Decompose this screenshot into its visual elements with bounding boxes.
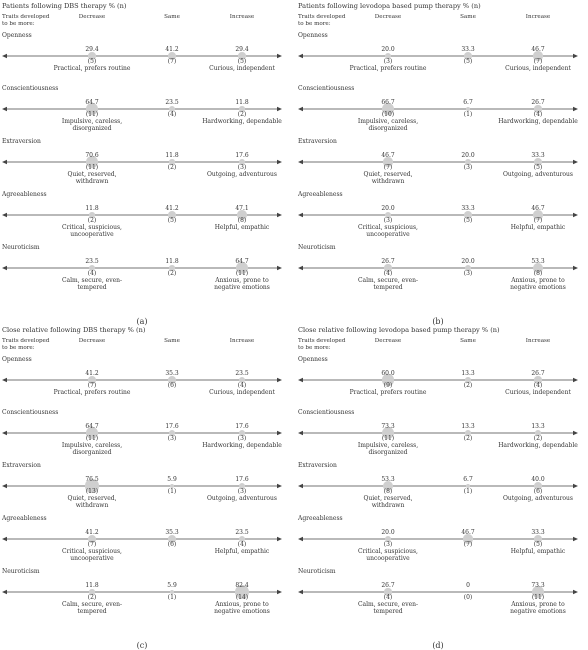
decrease-count: (4) [383, 270, 393, 277]
decrease-count: (5) [87, 58, 97, 65]
panel-c [2, 326, 290, 650]
increase-count: (5) [237, 58, 247, 65]
same-percent: 11.8 [165, 152, 179, 159]
decrease-percent: 70.6 [85, 152, 99, 159]
decrease-count: (11) [85, 111, 99, 118]
decrease-count: (3) [383, 58, 393, 65]
decrease-description: Practical, prefers routine [349, 65, 427, 72]
increase-count: (4) [533, 382, 543, 389]
increase-description: Anxious, prone to negative emotions [214, 277, 270, 291]
decrease-description: Practical, prefers routine [53, 65, 131, 72]
increase-count: (2) [533, 435, 543, 442]
increase-count: (3) [237, 435, 247, 442]
same-percent: 6.7 [463, 99, 473, 106]
increase-count: (5) [533, 541, 543, 548]
same-percent: 0 [466, 582, 470, 589]
increase-description: Curious, independent [209, 389, 275, 396]
trait-row-conscientiousness [2, 409, 282, 469]
increase-count: (3) [237, 488, 247, 495]
increase-percent: 82.4 [235, 582, 249, 589]
decrease-percent: 73.3 [381, 423, 395, 430]
increase-description: Helpful, empathic [214, 224, 270, 231]
same-percent: 41.2 [165, 205, 179, 212]
decrease-description: Critical, suspicious, uncooperative [62, 548, 122, 562]
same-count: (3) [463, 270, 473, 277]
trait-name: Openness [298, 32, 328, 39]
increase-count: (8) [237, 217, 247, 224]
trait-name: Conscientiousness [2, 85, 59, 92]
same-count: (1) [167, 594, 177, 601]
decrease-count: (4) [87, 270, 97, 277]
same-percent: 13.3 [461, 423, 475, 430]
decrease-description: Quiet, reserved, withdrawn [363, 495, 413, 509]
increase-description: Curious, independent [209, 65, 275, 72]
trait-name: Extraversion [298, 462, 337, 469]
increase-description: Anxious, prone to negative emotions [510, 277, 566, 291]
decrease-description: Practical, prefers routine [53, 389, 131, 396]
trait-row-neuroticism [298, 244, 578, 304]
trait-row-neuroticism [298, 568, 578, 628]
decrease-count: (4) [383, 594, 393, 601]
trait-name: Agreeableness [298, 191, 343, 198]
decrease-description: Practical, prefers routine [349, 389, 427, 396]
same-count: (1) [463, 488, 473, 495]
increase-count: (7) [533, 217, 543, 224]
same-count: (2) [167, 164, 177, 171]
increase-percent: 11.8 [235, 99, 249, 106]
decrease-description: Impulsive, careless, disorganized [357, 118, 419, 132]
trait-row-agreeableness [298, 515, 578, 575]
decrease-count: (13) [85, 488, 99, 495]
decrease-description: Calm, secure, even-tempered [357, 277, 419, 291]
decrease-description: Quiet, reserved, withdrawn [67, 495, 117, 509]
increase-percent: 64.7 [235, 258, 249, 265]
increase-percent: 23.5 [235, 529, 249, 536]
trait-name: Extraversion [2, 462, 41, 469]
same-percent: 11.8 [165, 258, 179, 265]
trait-row-conscientiousness [2, 85, 282, 145]
column-header-decrease: Decrease [374, 14, 402, 20]
increase-percent: 40.0 [531, 476, 545, 483]
decrease-count: (7) [87, 541, 97, 548]
decrease-count: (11) [381, 435, 395, 442]
decrease-percent: 53.3 [381, 476, 395, 483]
trait-row-openness [2, 32, 282, 92]
column-header-same: Same [164, 338, 180, 344]
increase-description: Curious, independent [505, 65, 571, 72]
trait-row-neuroticism [2, 568, 282, 628]
decrease-count: (3) [383, 541, 393, 548]
same-percent: 6.7 [463, 476, 473, 483]
panel-title: Close relative following DBS therapy % (n) [2, 326, 146, 334]
trait-name: Extraversion [2, 138, 41, 145]
increase-percent: 47.1 [235, 205, 249, 212]
panel-d [298, 326, 586, 650]
same-count: (7) [167, 58, 177, 65]
decrease-description: Impulsive, careless, disorganized [357, 442, 419, 456]
trait-row-openness [2, 356, 282, 416]
increase-count: (11) [531, 594, 545, 601]
decrease-count: (11) [85, 435, 99, 442]
increase-count: (4) [237, 541, 247, 548]
decrease-percent: 41.2 [85, 370, 99, 377]
increase-description: Hardworking, dependable [498, 118, 578, 125]
decrease-count: (10) [381, 111, 395, 118]
increase-percent: 46.7 [531, 205, 545, 212]
trait-row-extraversion [298, 138, 578, 198]
decrease-percent: 64.7 [85, 99, 99, 106]
increase-description: Helpful, empathic [214, 548, 270, 555]
decrease-percent: 26.7 [381, 258, 395, 265]
decrease-count: (2) [87, 594, 97, 601]
increase-percent: 26.7 [531, 99, 545, 106]
increase-count: (11) [235, 270, 249, 277]
decrease-percent: 41.2 [85, 529, 99, 536]
trait-name: Agreeableness [2, 515, 47, 522]
panel-caption: (b) [432, 317, 444, 326]
decrease-percent: 20.0 [381, 46, 395, 53]
decrease-percent: 46.7 [381, 152, 395, 159]
decrease-percent: 23.5 [85, 258, 99, 265]
increase-count: (6) [533, 488, 543, 495]
increase-count: (8) [533, 270, 543, 277]
decrease-percent: 76.5 [85, 476, 99, 483]
column-header-same: Same [460, 14, 476, 20]
trait-row-extraversion [2, 138, 282, 198]
trait-row-agreeableness [2, 515, 282, 575]
decrease-description: Critical, suspicious, uncooperative [358, 224, 418, 238]
same-percent: 13.3 [461, 370, 475, 377]
decrease-percent: 66.7 [381, 99, 395, 106]
decrease-percent: 11.8 [85, 582, 99, 589]
increase-percent: 17.6 [235, 423, 249, 430]
same-count: (2) [463, 382, 473, 389]
panel-a [2, 2, 290, 326]
column-header-increase: Increase [525, 14, 551, 20]
increase-percent: 46.7 [531, 46, 545, 53]
decrease-description: Calm, secure, even-tempered [61, 601, 123, 615]
panel-caption: (a) [136, 317, 148, 326]
trait-name: Extraversion [298, 138, 337, 145]
same-percent: 33.3 [461, 46, 475, 53]
same-count: (4) [167, 111, 177, 118]
decrease-description: Quiet, reserved, withdrawn [67, 171, 117, 185]
increase-count: (5) [533, 164, 543, 171]
increase-description: Helpful, empathic [510, 548, 566, 555]
panel-title: Close relative following levodopa based pump therapy % (n) [298, 326, 500, 334]
same-count: (7) [463, 541, 473, 548]
increase-description: Hardworking, dependable [498, 442, 578, 449]
column-header-increase: Increase [525, 338, 551, 344]
trait-name: Openness [2, 32, 32, 39]
panel-title: Patients following DBS therapy % (n) [2, 2, 127, 10]
column-header-decrease: Decrease [78, 338, 106, 344]
trait-name: Openness [2, 356, 32, 363]
panel-title: Patients following levodopa based pump therapy % (n) [298, 2, 481, 10]
decrease-count: (8) [383, 488, 393, 495]
decrease-percent: 26.7 [381, 582, 395, 589]
increase-description: Hardworking, dependable [202, 442, 282, 449]
column-header-same: Same [460, 338, 476, 344]
same-count: (3) [463, 164, 473, 171]
increase-count: (14) [235, 594, 249, 601]
column-header-traits: Traits developed to be more: [298, 338, 346, 351]
panel-caption: (c) [136, 641, 148, 650]
trait-row-openness [298, 356, 578, 416]
increase-description: Anxious, prone to negative emotions [214, 601, 270, 615]
same-count: (5) [463, 217, 473, 224]
same-percent: 35.3 [165, 370, 179, 377]
same-percent: 17.6 [165, 423, 179, 430]
same-count: (5) [463, 58, 473, 65]
column-header-traits: Traits developed to be more: [2, 14, 50, 27]
decrease-percent: 60.0 [381, 370, 395, 377]
same-percent: 20.0 [461, 258, 475, 265]
decrease-count: (3) [383, 217, 393, 224]
decrease-count: (9) [383, 382, 393, 389]
same-count: (1) [463, 111, 473, 118]
trait-row-agreeableness [2, 191, 282, 251]
decrease-count: (7) [383, 164, 393, 171]
column-header-traits: Traits developed to be more: [2, 338, 50, 351]
same-percent: 41.2 [165, 46, 179, 53]
decrease-description: Critical, suspicious, uncooperative [358, 548, 418, 562]
column-header-increase: Increase [229, 338, 255, 344]
decrease-description: Impulsive, careless, disorganized [61, 442, 123, 456]
decrease-percent: 11.8 [85, 205, 99, 212]
decrease-description: Calm, secure, even-tempered [61, 277, 123, 291]
increase-description: Hardworking, dependable [202, 118, 282, 125]
increase-description: Outgoing, adventurous [206, 171, 277, 178]
decrease-count: (11) [85, 164, 99, 171]
same-percent: 46.7 [461, 529, 475, 536]
trait-name: Conscientiousness [2, 409, 59, 416]
increase-percent: 26.7 [531, 370, 545, 377]
increase-percent: 17.6 [235, 476, 249, 483]
increase-percent: 17.6 [235, 152, 249, 159]
panel-caption: (d) [432, 641, 444, 650]
trait-row-conscientiousness [298, 85, 578, 145]
trait-name: Neuroticism [2, 244, 40, 251]
trait-row-agreeableness [298, 191, 578, 251]
trait-row-extraversion [2, 462, 282, 522]
increase-count: (3) [237, 164, 247, 171]
decrease-percent: 20.0 [381, 205, 395, 212]
trait-name: Agreeableness [2, 191, 47, 198]
trait-row-extraversion [298, 462, 578, 522]
increase-percent: 23.5 [235, 370, 249, 377]
column-header-decrease: Decrease [374, 338, 402, 344]
increase-count: (2) [237, 111, 247, 118]
column-header-increase: Increase [229, 14, 255, 20]
same-count: (0) [463, 594, 473, 601]
decrease-percent: 20.0 [381, 529, 395, 536]
decrease-description: Calm, secure, even-tempered [357, 601, 419, 615]
same-count: (5) [167, 217, 177, 224]
trait-row-conscientiousness [298, 409, 578, 469]
increase-percent: 33.3 [531, 529, 545, 536]
trait-row-neuroticism [2, 244, 282, 304]
same-count: (6) [167, 382, 177, 389]
column-header-traits: Traits developed to be more: [298, 14, 346, 27]
decrease-percent: 29.4 [85, 46, 99, 53]
same-percent: 35.3 [165, 529, 179, 536]
decrease-description: Quiet, reserved, withdrawn [363, 171, 413, 185]
increase-count: (4) [237, 382, 247, 389]
increase-description: Anxious, prone to negative emotions [510, 601, 566, 615]
increase-percent: 29.4 [235, 46, 249, 53]
increase-description: Outgoing, adventurous [502, 495, 573, 502]
decrease-count: (2) [87, 217, 97, 224]
same-percent: 5.9 [167, 476, 177, 483]
trait-name: Openness [298, 356, 328, 363]
trait-row-openness [298, 32, 578, 92]
column-header-decrease: Decrease [78, 14, 106, 20]
column-header-same: Same [164, 14, 180, 20]
same-percent: 23.5 [165, 99, 179, 106]
same-count: (2) [463, 435, 473, 442]
same-count: (2) [167, 270, 177, 277]
increase-description: Helpful, empathic [510, 224, 566, 231]
increase-percent: 13.3 [531, 423, 545, 430]
increase-count: (7) [533, 58, 543, 65]
trait-name: Conscientiousness [298, 85, 355, 92]
increase-description: Curious, independent [505, 389, 571, 396]
same-percent: 33.3 [461, 205, 475, 212]
decrease-percent: 64.7 [85, 423, 99, 430]
same-count: (6) [167, 541, 177, 548]
decrease-description: Impulsive, careless, disorganized [61, 118, 123, 132]
increase-percent: 33.3 [531, 152, 545, 159]
increase-description: Outgoing, adventurous [502, 171, 573, 178]
trait-name: Agreeableness [298, 515, 343, 522]
increase-count: (4) [533, 111, 543, 118]
trait-name: Conscientiousness [298, 409, 355, 416]
panel-b [298, 2, 586, 326]
same-count: (3) [167, 435, 177, 442]
same-count: (1) [167, 488, 177, 495]
decrease-description: Critical, suspicious, uncooperative [62, 224, 122, 238]
trait-name: Neuroticism [298, 568, 336, 575]
increase-percent: 53.3 [531, 258, 545, 265]
trait-name: Neuroticism [298, 244, 336, 251]
same-percent: 20.0 [461, 152, 475, 159]
increase-percent: 73.3 [531, 582, 545, 589]
increase-description: Outgoing, adventurous [206, 495, 277, 502]
same-percent: 5.9 [167, 582, 177, 589]
decrease-count: (7) [87, 382, 97, 389]
trait-name: Neuroticism [2, 568, 40, 575]
